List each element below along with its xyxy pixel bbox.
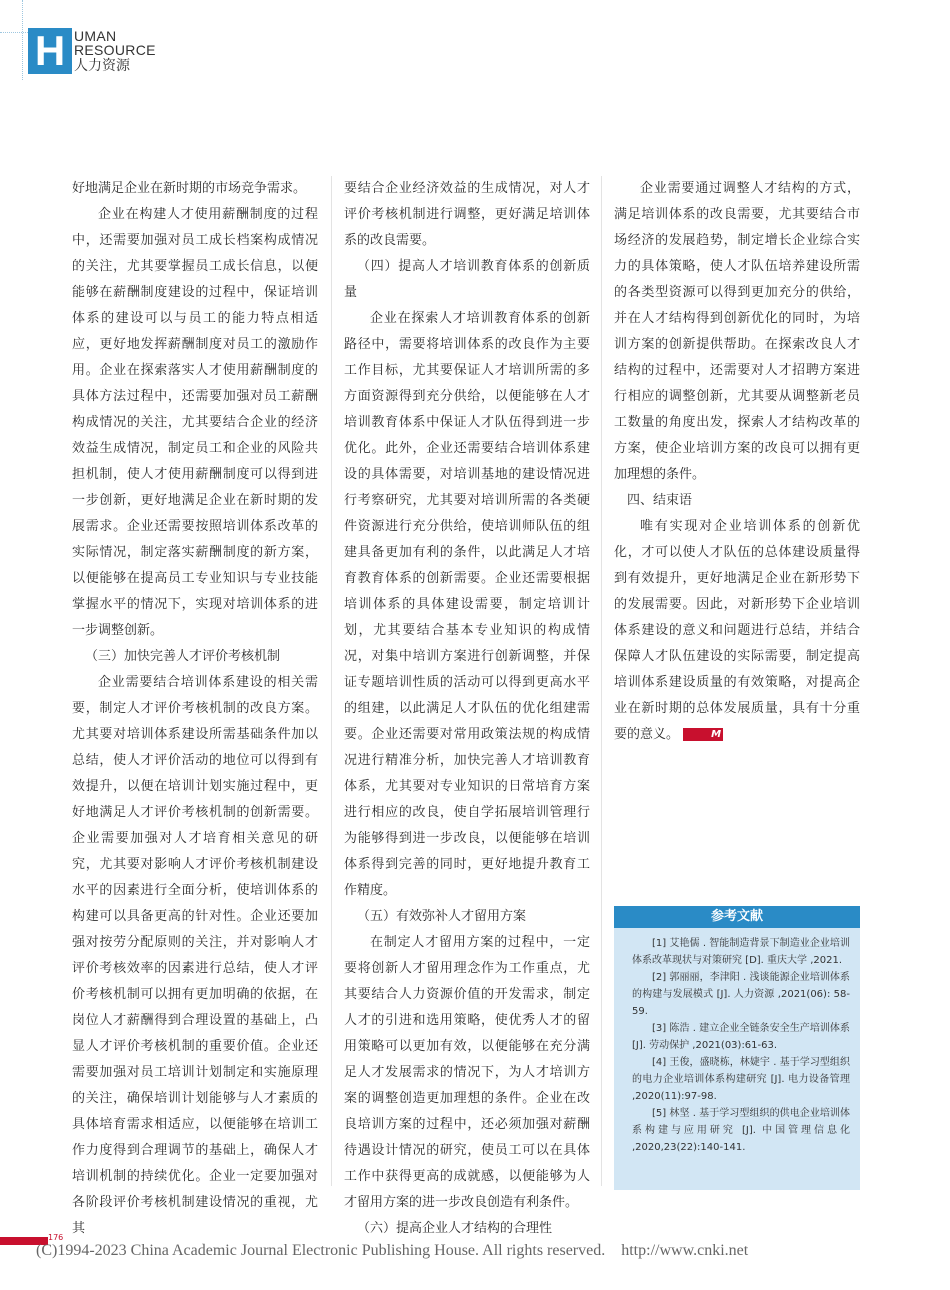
section-heading: （四）提高人才培训教育体系的创新质量 xyxy=(344,259,590,300)
footer-url[interactable]: http://www.cnki.net xyxy=(621,1242,749,1259)
paragraph: 在制定人才留用方案的过程中，一定要将创新人才留用理念作为工作重点，尤其要结合人力资源价值的开发需求，制定人才的引进和选用策略，使优秀人才的留用策略可以更加有效，以便能够在充分满足人才发展需求的情况下，为人才培训方案的调整创造更加理想的条件。企业在改良培训方案的过程中，还必须加强对薪酬待遇设计情况的研究，使员工可以在具体工作中获得更高的成就感，以便能够为人才留用方案的进一步改良创造有利条件。 xyxy=(344,935,590,1210)
paragraph-text: 唯有实现对企业培训体系的创新优化，才可以使人才队伍的总体建设质量得到有效提升，更好地满足企业在新形势下的发展需要。因此，对新形势下企业培训体系建设的意义和问题进行总结，并结合保障人才队伍建设的实际需要，制定提高培训体系建设质量的有效策略，对提高企业在新时期的总体发展质量，具有十分重要的意义。 xyxy=(614,519,860,742)
paragraph: 企业在探索人才培训教育体系的创新路径中，需要将培训体系的改良作为主要工作目标，尤其要保证人才培训所需的多方面资源得到充分供给，以便能够在人才培训教育体系中保证人才队伍得到进一步优化。此外，企业还需要结合培训体系建设的具体需要，对培训基地的建设情况进行考察研究，尤其要对培训所需的各类硬件资源进行充分供给，使培训师队伍的组建具备更加有利的条件，以此满足人才培育教育体系的创新需要。企业还需要根据培训体系的具体建设需要，制定培训计划，尤其要结合基本专业知识的构成情况，对集中培训方案进行创新调整，并保证专题培训性质的活动可以得到更高水平的组建，以此满足人才队伍的优化组建需要。企业还需要对常用政策法规的构成情况进行精准分析，加快完善人才培训教育体系，尤其要对专业知识的日常培育方案进行相应的改良，使自学拓展培训管理行为能够得到进一步改良，以便能够在培训体系得到完善的同时，更好地提升教育工作精度。 xyxy=(344,311,590,898)
column-1 xyxy=(72,176,318,1242)
page-number: 176 xyxy=(48,1233,64,1242)
references-title: 参考文献 xyxy=(614,906,860,928)
section-heading: （六）提高企业人才结构的合理性 xyxy=(357,1221,553,1236)
logo-line3: 人力资源 xyxy=(74,58,130,74)
section-heading: （三）加快完善人才评价考核机制 xyxy=(85,649,281,664)
paragraph: 要结合企业经济效益的生成情况，对人才评价考核机制进行调整，更好满足培训体系的改良需要。 xyxy=(344,181,590,248)
reference-item: [4] 王俊，盛晓栋，林婕宇 . 基于学习型组织的电力企业培训体系构建研究 [J]. 电力设备管理 ,2020(11):97-98. xyxy=(632,1057,850,1102)
copyright-footer xyxy=(36,1242,748,1260)
logo-line2: RESOURCE xyxy=(74,42,156,58)
journal-logo xyxy=(28,28,158,76)
paragraph: 好地满足企业在新时期的市场竞争需求。 xyxy=(72,181,307,196)
end-mark-icon: M xyxy=(683,728,723,741)
paragraph: 企业需要通过调整人才结构的方式，满足培训体系的改良需要，尤其要结合市场经济的发展趋势，制定增长企业综合实力的具体策略，使人才队伍培养建设所需的各类型资源可以得到更加充分的供给，并在人才结构得到创新优化的同时，为培训方案的创新提供帮助。在探索改良人才结构的过程中，还需要对人才招聘方案进行相应的调整创新，尤其要从调整新老员工数量的角度出发，探索人才结构改革的方案，使企业培训方案的改良可以拥有更加理想的条件。 xyxy=(614,181,860,482)
column-divider xyxy=(601,176,602,1186)
paragraph: 企业在构建人才使用薪酬制度的过程中，还需要加强对员工成长档案构成情况的关注，尤其要掌握员工成长信息，以便能够在薪酬制度建设的过程中，保证培训体系的建设可以与员工的能力特点相适应，更好地发挥薪酬制度对员工的激励作用。企业在探索落实人才使用薪酬制度的具体方法过程中，还需要加强对员工薪酬构成情况的关注，尤其要结合企业的经济效益生成情况，制定员工和企业的风险共担机制，使人才使用薪酬制度可以得到进一步创新，更好地满足企业在新时期的发展需求。企业还需要按照培训体系改革的实际情况，制定落实薪酬制度的新方案，以便能够在提高员工专业知识与专业技能掌握水平的情况下，实现对培训体系的进一步调整创新。 xyxy=(72,207,318,638)
section-heading: 四、结束语 xyxy=(627,493,693,508)
references-box xyxy=(614,906,860,1190)
reference-item: [1] 艾艳儒 . 智能制造背景下制造业企业培训体系改革现状与对策研究 [D]. 重庆大学 ,2021. xyxy=(632,938,850,966)
column-2 xyxy=(344,176,590,1242)
reference-item: [2] 郭丽丽，李津阳 . 浅谈能源企业培训体系的构建与发展模式 [J]. 人力资源 ,2021(06): 58-59. xyxy=(632,972,850,1017)
logo-letter: H xyxy=(28,28,72,74)
column-3 xyxy=(614,176,860,748)
decor-dotted-line xyxy=(22,0,23,80)
section-heading: （五）有效弥补人才留用方案 xyxy=(357,909,527,924)
column-divider xyxy=(331,176,332,1186)
reference-item: [3] 陈浩 . 建立企业全链条安全生产培训体系 [J]. 劳动保护 ,2021(03):61-63. xyxy=(632,1023,850,1051)
logo-line1: UMAN xyxy=(74,28,117,44)
copyright-text: (C)1994-2023 China Academic Journal Electronic Publishing House. All rights reserved. xyxy=(36,1242,606,1259)
paragraph xyxy=(614,514,860,748)
references-list xyxy=(614,928,860,1156)
reference-item: [5] 林坚 . 基于学习型组织的供电企业培训体系构建与应用研究 [J]. 中国管理信息化 ,2020,23(22):140-141. xyxy=(632,1108,850,1153)
paragraph: 企业需要结合培训体系建设的相关需要，制定人才评价考核机制的改良方案。尤其要对培训体系建设所需基础条件加以总结，使人才评价活动的地位可以得到有效提升，以便在培训计划实施过程中，更好地满足人才评价考核机制的创新需要。企业需要加强对人才培育相关意见的研究，尤其要对影响人才评价考核机制建设水平的因素进行全面分析，使培训体系的构建可以具备更高的针对性。企业还要加强对按劳分配原则的关注，并对影响人才评价考核效率的因素进行总结，使人才评价考核机制可以拥有更加明确的依据，在岗位人才薪酬得到合理设置的基础上，凸显人才评价考核机制的重要价值。企业还需要加强对员工培训计划制定和实施原理的关注，确保培训计划能够与人才素质的具体培育需求相适应，以便能够在培训工作力度得到合理调节的基础上，确保人才培训机制的持续优化。企业一定要加强对各阶段评价考核机制建设情况的重视，尤其 xyxy=(72,675,318,1236)
